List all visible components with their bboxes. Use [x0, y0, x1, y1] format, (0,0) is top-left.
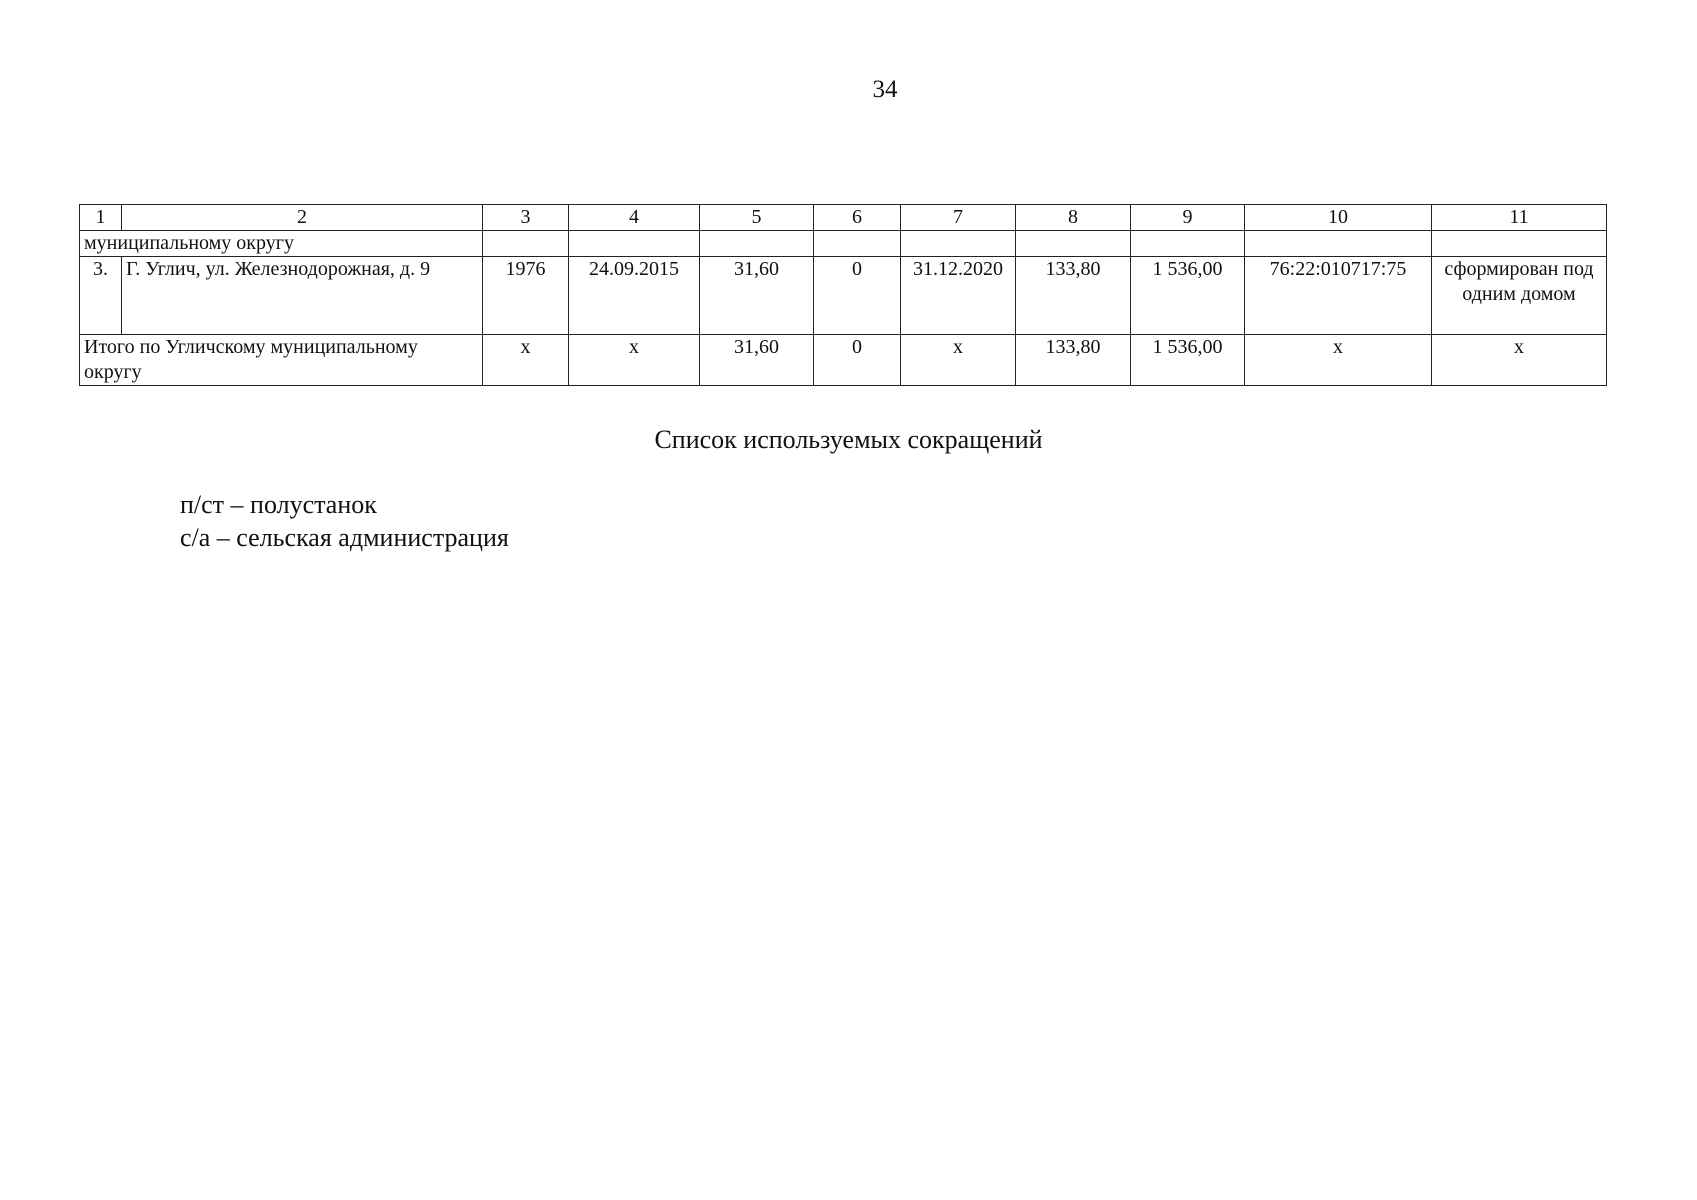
column-number-cell: 8 [1016, 205, 1131, 231]
abbreviations-list [180, 488, 509, 554]
column-number-cell: 9 [1131, 205, 1245, 231]
date-cell: 24.09.2015 [569, 257, 700, 335]
abbreviation-item: п/ст – полустанок [180, 490, 377, 519]
column-number-row [80, 205, 1607, 231]
column-number-cell: 3 [483, 205, 569, 231]
year-cell: 1976 [483, 257, 569, 335]
status-cell: сформирован под одним домом [1432, 257, 1607, 335]
abbreviations-title: Список используемых сокращений [654, 425, 1043, 454]
column-number-cell: 11 [1432, 205, 1607, 231]
total-col6-cell: 0 [814, 335, 901, 386]
column-number-cell: 5 [700, 205, 814, 231]
address-cell: Г. Углич, ул. Железнодорожная, д. 9 [122, 257, 483, 335]
registry-table [79, 204, 1607, 386]
continuation-row [80, 231, 1607, 257]
column-number-cell: 7 [901, 205, 1016, 231]
table-row [80, 257, 1607, 335]
area-cell: 31,60 [700, 257, 814, 335]
abbreviation-item: с/а – сельская администрация [180, 523, 509, 552]
total-row [80, 335, 1607, 386]
total-status-cell: х [1432, 335, 1607, 386]
cadastral-number-cell: 76:22:010717:75 [1245, 257, 1432, 335]
total-col8-cell: 133,80 [1016, 335, 1131, 386]
column-number-cell: 10 [1245, 205, 1432, 231]
col9-cell: 1 536,00 [1131, 257, 1245, 335]
column-number-cell: 4 [569, 205, 700, 231]
total-year-cell: х [483, 335, 569, 386]
continuation-text: муниципальному округу [80, 231, 483, 257]
col8-cell: 133,80 [1016, 257, 1131, 335]
total-date-cell: х [569, 335, 700, 386]
total-deadline-cell: х [901, 335, 1016, 386]
total-label: Итого по Угличскому муниципальному округу [80, 335, 483, 386]
total-cadastral-cell: х [1245, 335, 1432, 386]
col6-cell: 0 [814, 257, 901, 335]
total-area-cell: 31,60 [700, 335, 814, 386]
column-number-cell: 1 [80, 205, 122, 231]
column-number-cell: 6 [814, 205, 901, 231]
row-number: 3. [80, 257, 122, 335]
page-number: 34 [872, 76, 898, 103]
column-number-cell: 2 [122, 205, 483, 231]
total-col9-cell: 1 536,00 [1131, 335, 1245, 386]
deadline-cell: 31.12.2020 [901, 257, 1016, 335]
